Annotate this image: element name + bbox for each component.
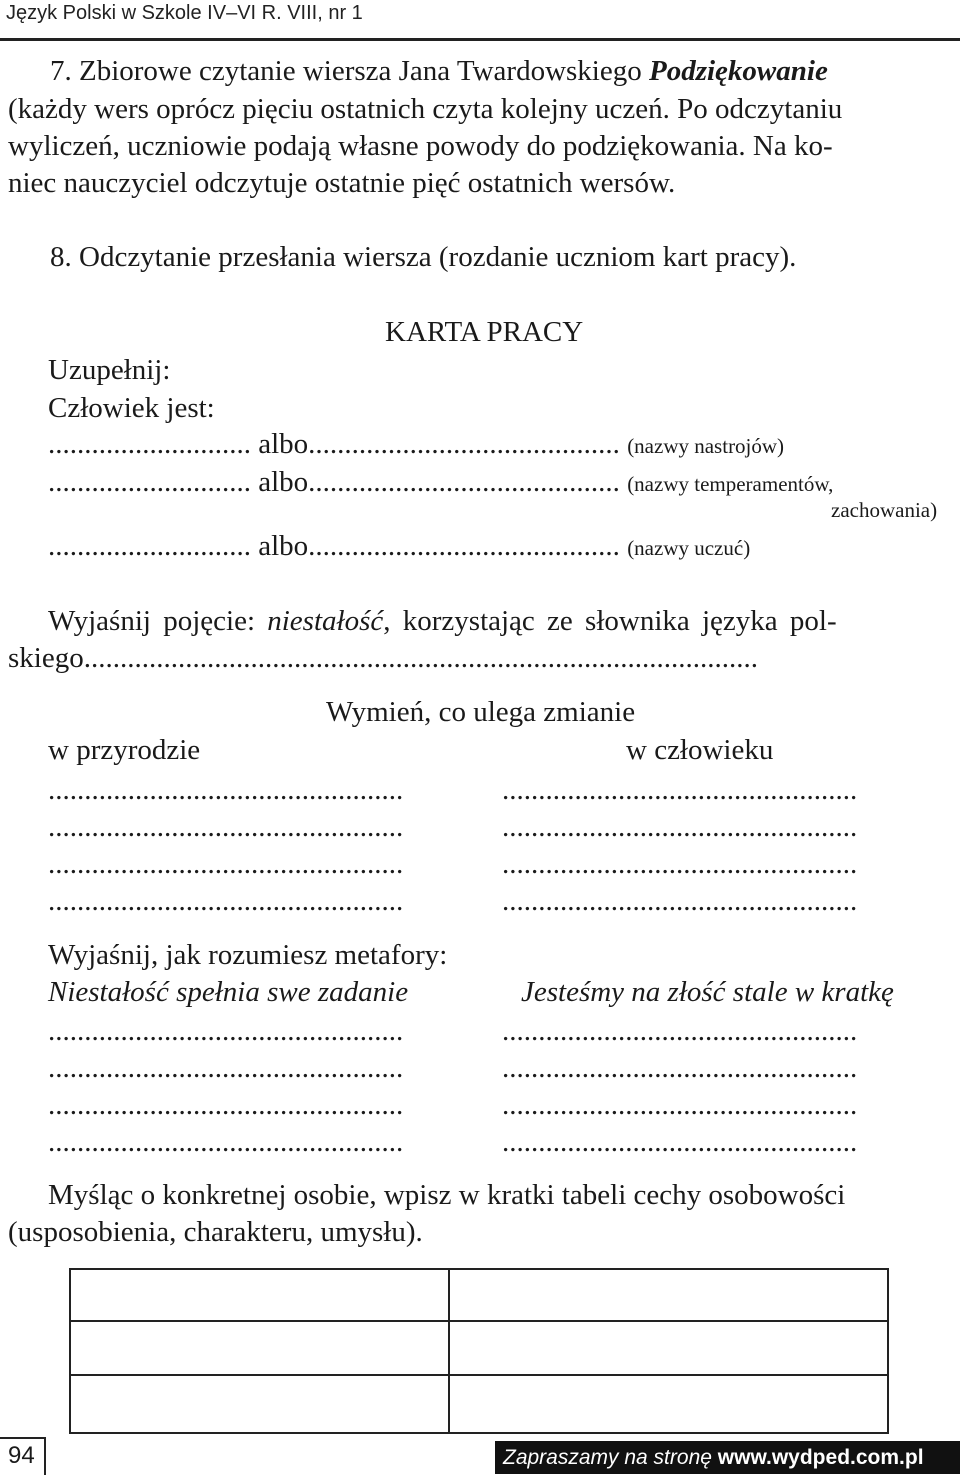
traits-table xyxy=(69,1268,889,1448)
human-answer-line[interactable]: ................................................. xyxy=(502,885,858,917)
human-answer-line[interactable]: ................................................. xyxy=(502,848,858,880)
human-is-label: Człowiek jest: xyxy=(48,392,215,424)
item8-line1: 8. Odczytanie przesłania wiersza (rozdanie uczniom kart pracy). xyxy=(50,241,797,273)
explain-text-rest: , korzystając ze słownika języka pol- xyxy=(383,605,837,637)
temperament-hint-2: zachowania) xyxy=(831,498,938,522)
explain-term: niestałość xyxy=(267,605,384,637)
traits-cell[interactable] xyxy=(69,1374,450,1434)
poem-title: Podziękowanie xyxy=(648,55,828,87)
traits-cell[interactable] xyxy=(69,1320,450,1376)
nature-answer-line[interactable]: ................................................. xyxy=(48,774,404,806)
header-rule xyxy=(0,38,960,41)
metaphor1-answer-line[interactable]: ................................................. xyxy=(48,1052,404,1084)
nature-answer-line[interactable]: ................................................. xyxy=(48,885,404,917)
worksheet-title: KARTA PRACY xyxy=(385,316,584,348)
explain-term-line1 xyxy=(48,603,837,639)
mood-hint: (nazwy nastrojów) xyxy=(627,434,785,458)
metaphor2-answer-line[interactable]: ................................................. xyxy=(502,1015,858,1047)
metaphors-title: Wyjaśnij, jak rozumiesz metafory: xyxy=(48,939,448,971)
traits-instruction-line2: (usposobienia, charakteru, umysłu). xyxy=(8,1216,423,1248)
traits-cell[interactable] xyxy=(448,1320,889,1376)
nature-answer-line[interactable]: ................................................. xyxy=(48,848,404,880)
traits-cell[interactable] xyxy=(448,1268,889,1322)
temperament-row-dots: ............................ albo........................................... xyxy=(48,466,620,498)
column-human: w człowieku xyxy=(626,734,774,766)
item7-line2: (każdy wers oprócz pięciu ostatnich czyta kolejny uczeń. Po odczytaniu xyxy=(8,93,843,125)
column-nature: w przyrodzie xyxy=(48,734,201,766)
changes-title: Wymień, co ulega zmianie xyxy=(326,696,636,728)
nature-answer-line[interactable]: ................................................. xyxy=(48,811,404,843)
mood-row-dots: ............................ albo........................................... xyxy=(48,428,620,460)
fill-in-label: Uzupełnij: xyxy=(48,354,171,386)
promo-url-link[interactable]: www.wydped.com.pl xyxy=(717,1446,924,1469)
traits-instruction-line1: Myśląc o konkretnej osobie, wpisz w kratki tabeli cechy osobowości xyxy=(48,1179,846,1211)
item7-text: 7. Zbiorowe czytanie wiersza Jana Twardowskiego xyxy=(50,55,649,87)
traits-cell[interactable] xyxy=(448,1374,889,1434)
item7-line4: niec nauczyciel odczytuje ostatnie pięć ostatnich wersów. xyxy=(8,167,676,199)
mood-row xyxy=(48,426,784,464)
metaphor1-answer-line[interactable]: ................................................. xyxy=(48,1126,404,1158)
explain-text: Wyjaśnij pojęcie: xyxy=(48,605,268,637)
metaphor1-answer-line[interactable]: ................................................. xyxy=(48,1089,404,1121)
page-number: 94 xyxy=(8,1442,35,1469)
temperament-row xyxy=(48,464,833,502)
feelings-row-dots: ............................ albo........................................... xyxy=(48,530,620,562)
metaphor2-answer-line[interactable]: ................................................. xyxy=(502,1052,858,1084)
temperament-hint: (nazwy temperamentów, xyxy=(627,472,834,496)
item7-line3: wyliczeń, uczniowie podają własne powody do podziękowania. Na ko- xyxy=(8,130,833,162)
item7-line1 xyxy=(50,53,828,89)
traits-cell[interactable] xyxy=(69,1268,450,1322)
footer-promo-banner xyxy=(495,1441,960,1474)
human-answer-line[interactable]: ................................................. xyxy=(502,811,858,843)
explain-term-line2: skiego............................................................................................. xyxy=(8,642,758,674)
running-header: Język Polski w Szkole IV–VI R. VIII, nr 1 xyxy=(6,2,363,24)
metaphor1-answer-line[interactable]: ................................................. xyxy=(48,1015,404,1047)
promo-text: Zapraszamy na stronę xyxy=(503,1446,712,1469)
metaphor2-answer-line[interactable]: ................................................. xyxy=(502,1089,858,1121)
human-answer-line[interactable]: ................................................. xyxy=(502,774,858,806)
feelings-hint: (nazwy uczuć) xyxy=(627,536,751,560)
metaphor-2: Jesteśmy na złość stale w kratkę xyxy=(521,976,894,1008)
metaphor-1: Niestałość spełnia swe zadanie xyxy=(48,976,409,1008)
metaphor2-answer-line[interactable]: ................................................. xyxy=(502,1126,858,1158)
feelings-row xyxy=(48,528,750,566)
